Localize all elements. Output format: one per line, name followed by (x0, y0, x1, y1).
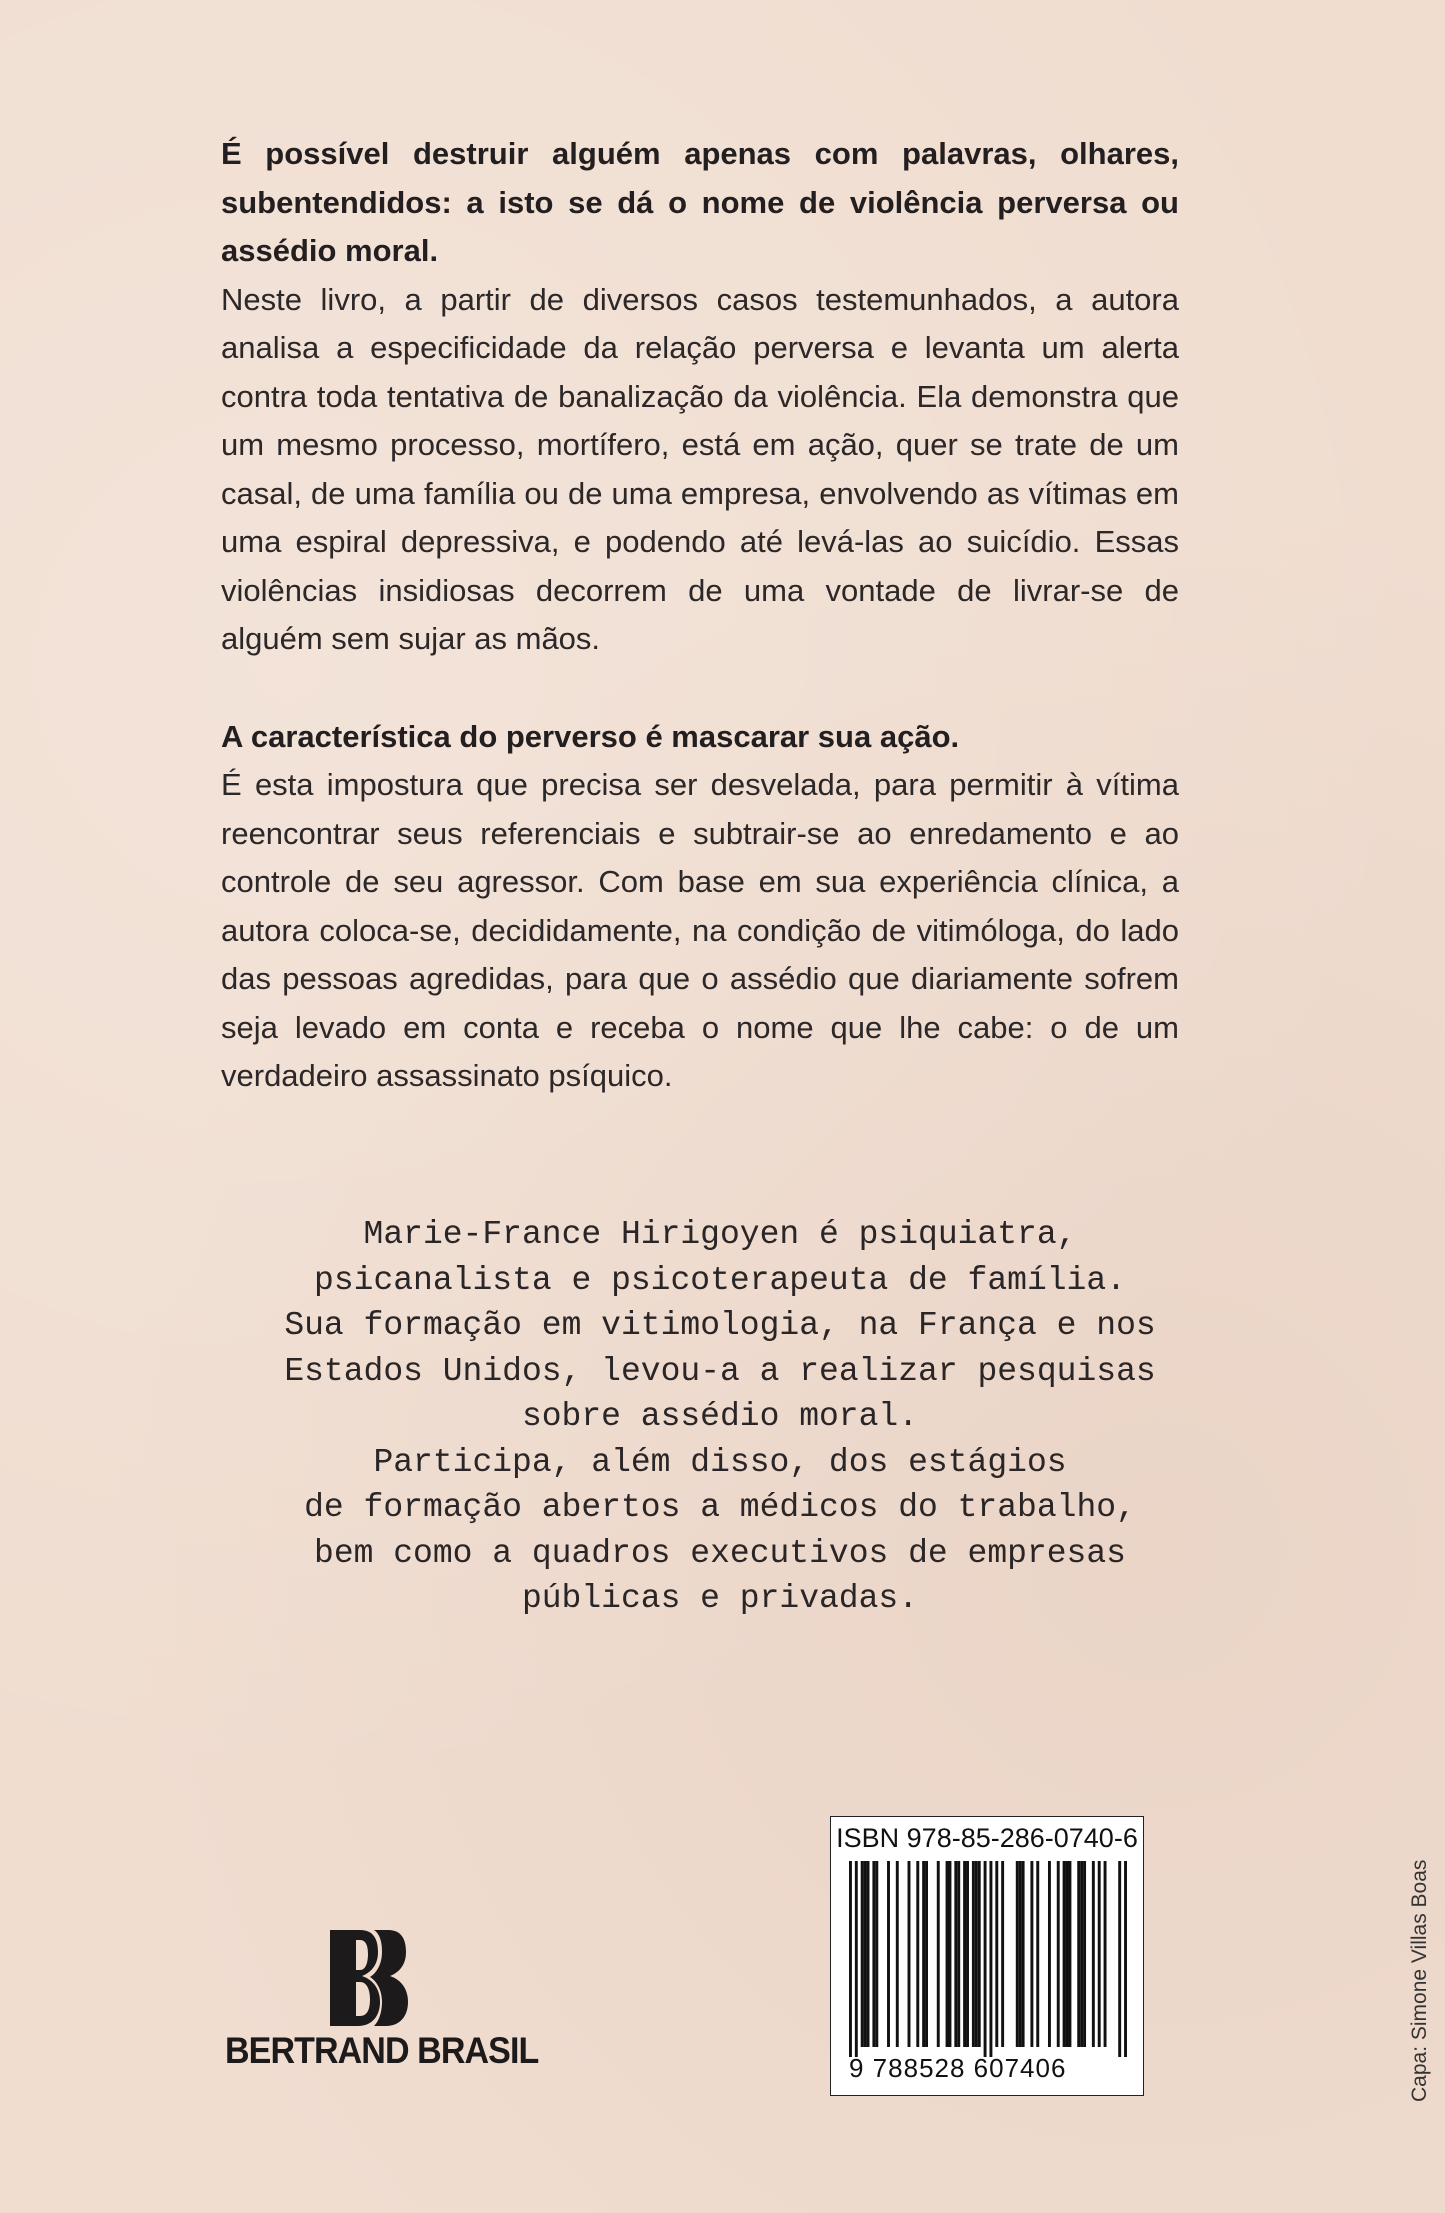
barcode-bar (855, 1861, 858, 2057)
barcode-bar (972, 1861, 975, 2047)
barcode-bar (963, 1861, 966, 2047)
barcode-bar (887, 1861, 890, 2047)
bio-line: Sua formação em vitimologia, na França e nos (284, 1307, 1156, 1344)
barcode-bar (1124, 1861, 1127, 2057)
barcode-bars (849, 1861, 1127, 2057)
barcode-bar (1057, 1861, 1060, 2047)
barcode-bar (1066, 1861, 1069, 2047)
blurb-body-1: Neste livro, a partir de diversos casos testemunhados, a autora analisa a especificidade da relação perversa e levanta um alerta contra toda tentativa de banalização da violência. Ela demonstra que um mesmo processo, mortífero, está em ação, quer se trate de um casal, de uma família ou de uma empresa, envolvendo as vítimas em uma espiral depressiva, e podendo até levá-las ao suicídio. Essas violências insidiosas decorrem de uma vontade de livrar-se de alguém sem sujar as mãos. (221, 281, 1179, 656)
barcode-bar (1016, 1861, 1019, 2047)
blurb-paragraph-1 (221, 130, 1179, 664)
publisher-monogram-icon (330, 1930, 410, 2026)
barcode-bar (954, 1861, 957, 2047)
barcode-bar (849, 1861, 852, 2057)
publisher-logo (225, 1930, 539, 2080)
isbn-barcode (830, 1816, 1144, 2096)
bio-line: Marie-France Hirigoyen é psiquiatra, (363, 1216, 1077, 1253)
barcode-bar (872, 1861, 875, 2047)
barcode-bar (946, 1861, 949, 2047)
bio-line: psicanalista e psicoterapeuta de família. (314, 1261, 1126, 1299)
barcode-bar (916, 1861, 919, 2047)
barcode-bar (1118, 1861, 1121, 2057)
barcode-bar (1080, 1861, 1083, 2047)
barcode-bar (867, 1861, 870, 2047)
barcode-bar (989, 1861, 992, 2057)
barcode-bar (975, 1861, 978, 2047)
barcode-bar (908, 1861, 911, 2047)
barcode-bar (1019, 1861, 1022, 2047)
bio-line: bem como a quadros executivos de empresas (314, 1534, 1126, 1572)
barcode-bar (1104, 1861, 1107, 2047)
barcode-bar (1098, 1861, 1101, 2047)
barcode-bar (948, 1861, 951, 2047)
barcode-bar (1036, 1861, 1039, 2047)
barcode-bar (1063, 1861, 1066, 2047)
barcode-bar (1083, 1861, 1086, 2047)
cover-credit: Capa: Simone Villas Boas (1408, 1859, 1431, 2102)
barcode-bar (1068, 1861, 1071, 2047)
barcode-bar (966, 1861, 969, 2047)
barcode-bar (995, 1861, 998, 2047)
barcode-bar (957, 1861, 960, 2047)
bio-line: sobre assédio moral. (521, 1398, 919, 1435)
author-bio (200, 1212, 1240, 1622)
publisher-name: BERTRAND BRASIL (225, 2030, 539, 2071)
barcode-bar (984, 1861, 987, 2057)
barcode-bar (925, 1861, 928, 2047)
blurb-lead-1: É possível destruir alguém apenas com palavras, olhares, subentendidos: a isto se dá o nome de violência perversa ou assédio moral. (221, 136, 1179, 268)
bio-line: Participa, além disso, dos estágios (373, 1443, 1067, 1481)
blurb-body-2: É esta impostura que precisa ser desvelada, para permitir à vítima reencontrar seus referenciais e subtrair-se ao enredamento e ao controle de seu agressor. Com base em sua experiência clínica, a autora coloca-se, decididamente, na condição de vitimóloga, do lado das pessoas agredidas, para que o assédio que diariamente sofrem seja levado em conta e receba o nome que lhe cabe: o de um verdadeiro assassinato psíquico. (221, 767, 1179, 1093)
barcode-bar (896, 1861, 899, 2047)
barcode-bar (978, 1861, 981, 2047)
barcode-bar (937, 1861, 940, 2047)
barcode-bar (1048, 1861, 1051, 2047)
isbn-label: ISBN 978-85-286-0740-6 (836, 1823, 1138, 1853)
bio-line: de formação abertos a médicos do trabalho, (304, 1489, 1136, 1526)
barcode-bar (1077, 1861, 1080, 2047)
barcode-bar (1030, 1861, 1033, 2047)
barcode-bar (1022, 1861, 1025, 2047)
bio-line: públicas e privadas. (521, 1580, 919, 1617)
bio-line: Estados Unidos, levou-a a realizar pesquisas (284, 1352, 1156, 1390)
barcode-bar (922, 1861, 925, 2047)
blurb-text (221, 130, 1179, 1101)
barcode-bar (1001, 1861, 1004, 2047)
barcode-bar (861, 1861, 864, 2047)
barcode-bar (875, 1861, 878, 2047)
blurb-lead-2: A característica do perverso é mascarar sua ação. (221, 718, 960, 754)
blurb-paragraph-2 (221, 713, 1179, 1101)
barcode-bar (864, 1861, 867, 2047)
barcode-digits: 9 788528 607406 (849, 2053, 1067, 2083)
barcode-bar (1092, 1861, 1095, 2047)
